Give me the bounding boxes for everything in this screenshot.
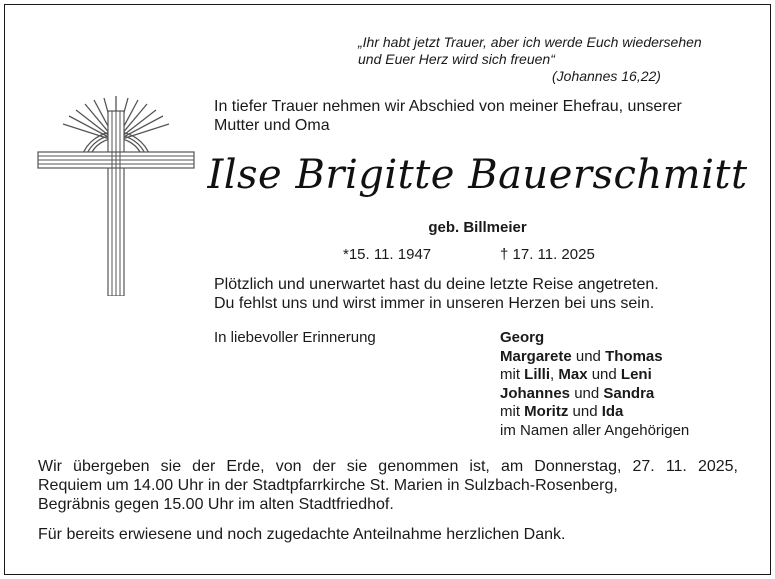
mourner-connector: , <box>550 366 559 384</box>
thanks-text: Für bereits erwiesene und noch zugedachte Anteilnahme herzlichen Dank. <box>38 526 566 543</box>
mourner-row <box>500 366 760 385</box>
funeral-line-2: Requiem um 14.00 Uhr in der Stadtpfarrkirche St. Marien in Sulzbach-Rosenberg, <box>38 477 618 494</box>
mourner-name: Thomas <box>605 347 663 365</box>
intro-line-1: In tiefer Trauer nehmen wir Abschied von meiner Ehefrau, unserer <box>214 98 682 115</box>
mourner-row <box>500 329 760 348</box>
message-text <box>214 275 754 313</box>
mourner-row <box>500 403 760 422</box>
funeral-details <box>38 457 738 514</box>
mourner-connector: und <box>568 403 602 421</box>
message-line-2: Du fehlst uns und wirst immer in unseren Herzen bei uns sein. <box>214 295 655 312</box>
mourner-connector: und <box>587 366 621 384</box>
mourner-connector: mit <box>500 403 525 421</box>
bible-quote <box>358 34 758 85</box>
maiden-name: geb. Billmeier <box>428 219 527 236</box>
mourner-name: Ida <box>601 403 624 421</box>
quote-line-2: und Euer Herz wird sich freuen“ <box>358 51 555 67</box>
deceased-name: Ilse Brigitte Bauerschmitt <box>207 152 748 198</box>
birth-date: *15. 11. 1947 <box>343 246 432 263</box>
funeral-line-1: Wir übergeben sie der Erde, von der sie genommen ist, am Donnerstag, 27. 11. 2025, <box>38 458 738 475</box>
memory-label: In liebevoller Erinnerung <box>214 329 376 346</box>
mourner-name: Max <box>558 366 588 384</box>
cross-with-rays-icon <box>36 96 196 296</box>
quote-line-1: „Ihr habt jetzt Trauer, aber ich werde Euch wiedersehen <box>358 34 702 50</box>
mourner-connector: und <box>570 384 604 402</box>
quote-source: (Johannes 16,22) <box>552 68 661 84</box>
mourner-name: Johannes <box>500 384 571 402</box>
mourner-row <box>500 348 760 367</box>
funeral-line-3: Begräbnis gegen 15.00 Uhr im alten Stadtfriedhof. <box>38 496 394 513</box>
mourner-connector: mit <box>500 366 525 384</box>
mourner-name: Sandra <box>603 384 655 402</box>
death-date: † 17. 11. 2025 <box>500 246 595 263</box>
message-line-1: Plötzlich und unerwartet hast du deine letzte Reise angetreten. <box>214 276 659 293</box>
mourner-name: Moritz <box>524 403 569 421</box>
mourner-row: im Namen aller Angehörigen <box>500 421 690 439</box>
mourner-name: Margarete <box>500 347 572 365</box>
mourners-list <box>500 329 760 441</box>
intro-text <box>214 97 754 135</box>
mourner-name: Leni <box>620 366 652 384</box>
mourner-connector: und <box>571 347 606 365</box>
mourner-name: Georg <box>500 329 545 346</box>
mourner-row <box>500 385 760 404</box>
intro-line-2: Mutter und Oma <box>214 117 330 134</box>
mourner-name: Lilli <box>524 366 551 384</box>
